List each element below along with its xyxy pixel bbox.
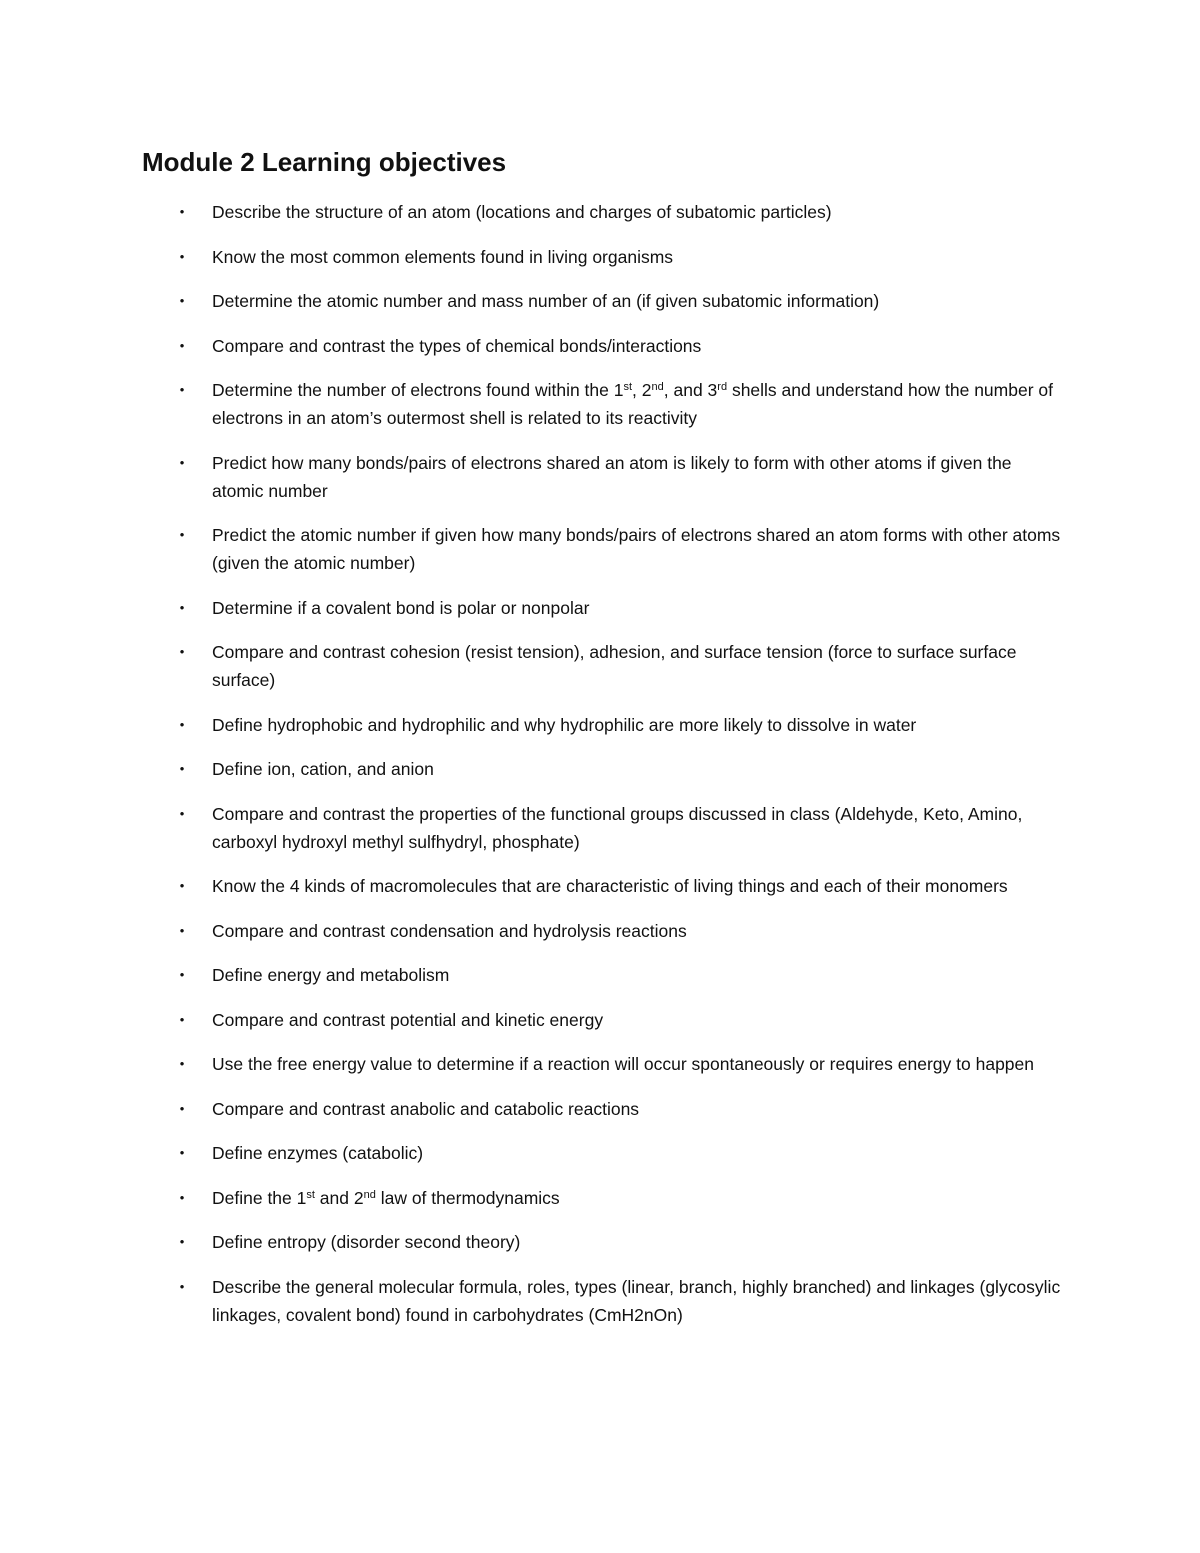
objective-text [212, 715, 916, 735]
text-run: Compare and contrast condensation and hydrolysis reactions [212, 920, 687, 941]
objective-item [0, 1095, 1062, 1123]
objective-item [0, 872, 1062, 900]
bullet-icon: • [179, 1145, 185, 1160]
text-run: shells and understand how the number of electrons in an atom’s outermost shell is related to its reactivity [212, 380, 1053, 428]
bullet-icon: • [179, 204, 185, 219]
text-run: Compare and contrast anabolic and catabolic reactions [212, 1098, 640, 1119]
objective-text [212, 921, 687, 941]
bullet-icon: • [179, 716, 185, 732]
objective-item [0, 287, 1062, 315]
bullet-icon: • [179, 761, 185, 776]
bullet-icon: • [179, 1189, 185, 1205]
objective-item [0, 243, 1062, 271]
text-run: Determine the atomic number and mass number of an (if given subatomic information) [212, 291, 880, 311]
objective-item [0, 755, 1062, 783]
text-run: Use the free energy value to determine if a reaction will occur spontaneously or requires energy to happen [212, 1054, 1034, 1074]
objective-text [212, 1277, 1060, 1325]
text-run: Know the 4 kinds of macromolecules that are characteristic of living things and each of their monomers [212, 876, 1008, 896]
objective-text [212, 1099, 639, 1119]
text-run: Describe the structure of an atom (locations and charges of subatomic particles) [212, 202, 832, 222]
text-run: Define the 1 [212, 1187, 307, 1208]
objective-item [0, 1006, 1062, 1034]
bullet-icon: • [179, 1011, 185, 1027]
objective-text [212, 202, 832, 222]
bullet-icon: • [179, 967, 185, 982]
objective-item [0, 198, 1062, 226]
bullet-icon: • [179, 599, 185, 615]
objective-item [0, 449, 1062, 505]
text-run: Compare and contrast potential and kinetic energy [212, 1009, 604, 1030]
text-run: Predict the atomic number if given how many bonds/pairs of electrons shared an atom forms with other atoms (given the atomic number) [212, 525, 1061, 573]
objective-text [212, 598, 589, 618]
objective-item [0, 332, 1062, 360]
bullet-icon: • [179, 454, 185, 470]
objective-item [0, 521, 1062, 577]
bullet-icon: • [179, 922, 185, 938]
text-run: Define entropy (disorder second theory) [212, 1232, 521, 1252]
text-run: Define enzymes (catabolic) [212, 1143, 424, 1163]
text-run: Define energy and metabolism [212, 965, 450, 985]
text-run: law of thermodynamics [375, 1187, 560, 1208]
bullet-icon: • [179, 248, 185, 264]
objective-text [212, 1054, 1034, 1074]
objective-item [0, 961, 1062, 989]
text-run: , and 3 [663, 380, 718, 400]
objective-item [0, 711, 1062, 739]
objective-text [212, 965, 449, 985]
bullet-icon: • [179, 382, 185, 397]
bullet-icon: • [179, 878, 185, 893]
objective-text [212, 525, 1060, 573]
objective-item [0, 1184, 1062, 1212]
bullet-icon: • [179, 805, 185, 821]
bullet-icon: • [179, 337, 185, 353]
bullet-icon: • [179, 293, 185, 308]
objective-text [212, 642, 1016, 690]
bullet-icon: • [179, 1234, 185, 1249]
text-run: Know the most common elements found in living organisms [212, 246, 674, 267]
text-run: Determine the number of electrons found within the 1 [212, 380, 624, 400]
objective-item [0, 1228, 1062, 1256]
objective-text [212, 291, 879, 311]
objective-item [0, 917, 1062, 945]
objective-text [212, 804, 1022, 852]
bullet-icon: • [179, 1056, 185, 1071]
objective-item [0, 1050, 1062, 1078]
text-run: Compare and contrast the properties of the functional groups discussed in class (Aldehyde, Keto, Amino, carboxyl hydroxyl methyl sulfhydryl, phosphate) [212, 803, 1023, 852]
objective-text [212, 453, 1012, 501]
text-run: , 2 [632, 380, 652, 400]
text-run: Define ion, cation, and anion [212, 759, 434, 779]
objective-item [0, 1139, 1062, 1167]
objective-text [212, 1010, 603, 1030]
bullet-icon: • [179, 527, 185, 542]
objective-text [212, 380, 1053, 428]
ordinal-superscript: nd [363, 1188, 376, 1201]
text-run: Compare and contrast cohesion (resist tension), adhesion, and surface tension (force to surface surface surface) [212, 642, 1017, 690]
ordinal-superscript: rd [717, 381, 728, 393]
text-run: Predict how many bonds/pairs of electrons shared an atom is likely to form with other atoms if given the atomic number [212, 452, 1012, 501]
text-run: Determine if a covalent bond is polar or nonpolar [212, 597, 590, 618]
objective-text [212, 876, 1008, 896]
ordinal-superscript: st [306, 1188, 315, 1201]
objective-text [212, 336, 701, 356]
text-run: and 2 [314, 1187, 364, 1208]
objective-text [212, 1232, 520, 1252]
text-run: Define hydrophobic and hydrophilic and why hydrophilic are more likely to dissolve in water [212, 714, 917, 735]
page-title: Module 2 Learning objectives [142, 147, 507, 177]
objective-text [212, 759, 434, 779]
objective-item [0, 594, 1062, 622]
objective-text [212, 247, 673, 267]
bullet-icon: • [179, 644, 185, 659]
bullet-icon: • [179, 1100, 185, 1116]
objective-item [0, 376, 1062, 432]
objective-item [0, 800, 1062, 856]
objectives-list [0, 198, 1200, 1345]
ordinal-superscript: st [623, 381, 633, 393]
objective-text [212, 1188, 560, 1208]
objective-text [212, 1143, 423, 1163]
text-run: Describe the general molecular formula, roles, types (linear, branch, highly branched) and linkages (glycosylic linkages, covalent bond) found in carbohydrates (CmH2nOn) [212, 1276, 1061, 1325]
text-run: Compare and contrast the types of chemical bonds/interactions [212, 335, 702, 356]
ordinal-superscript: nd [651, 381, 664, 393]
bullet-icon: • [179, 1278, 185, 1294]
objective-item [0, 1273, 1062, 1329]
objective-item [0, 638, 1062, 694]
